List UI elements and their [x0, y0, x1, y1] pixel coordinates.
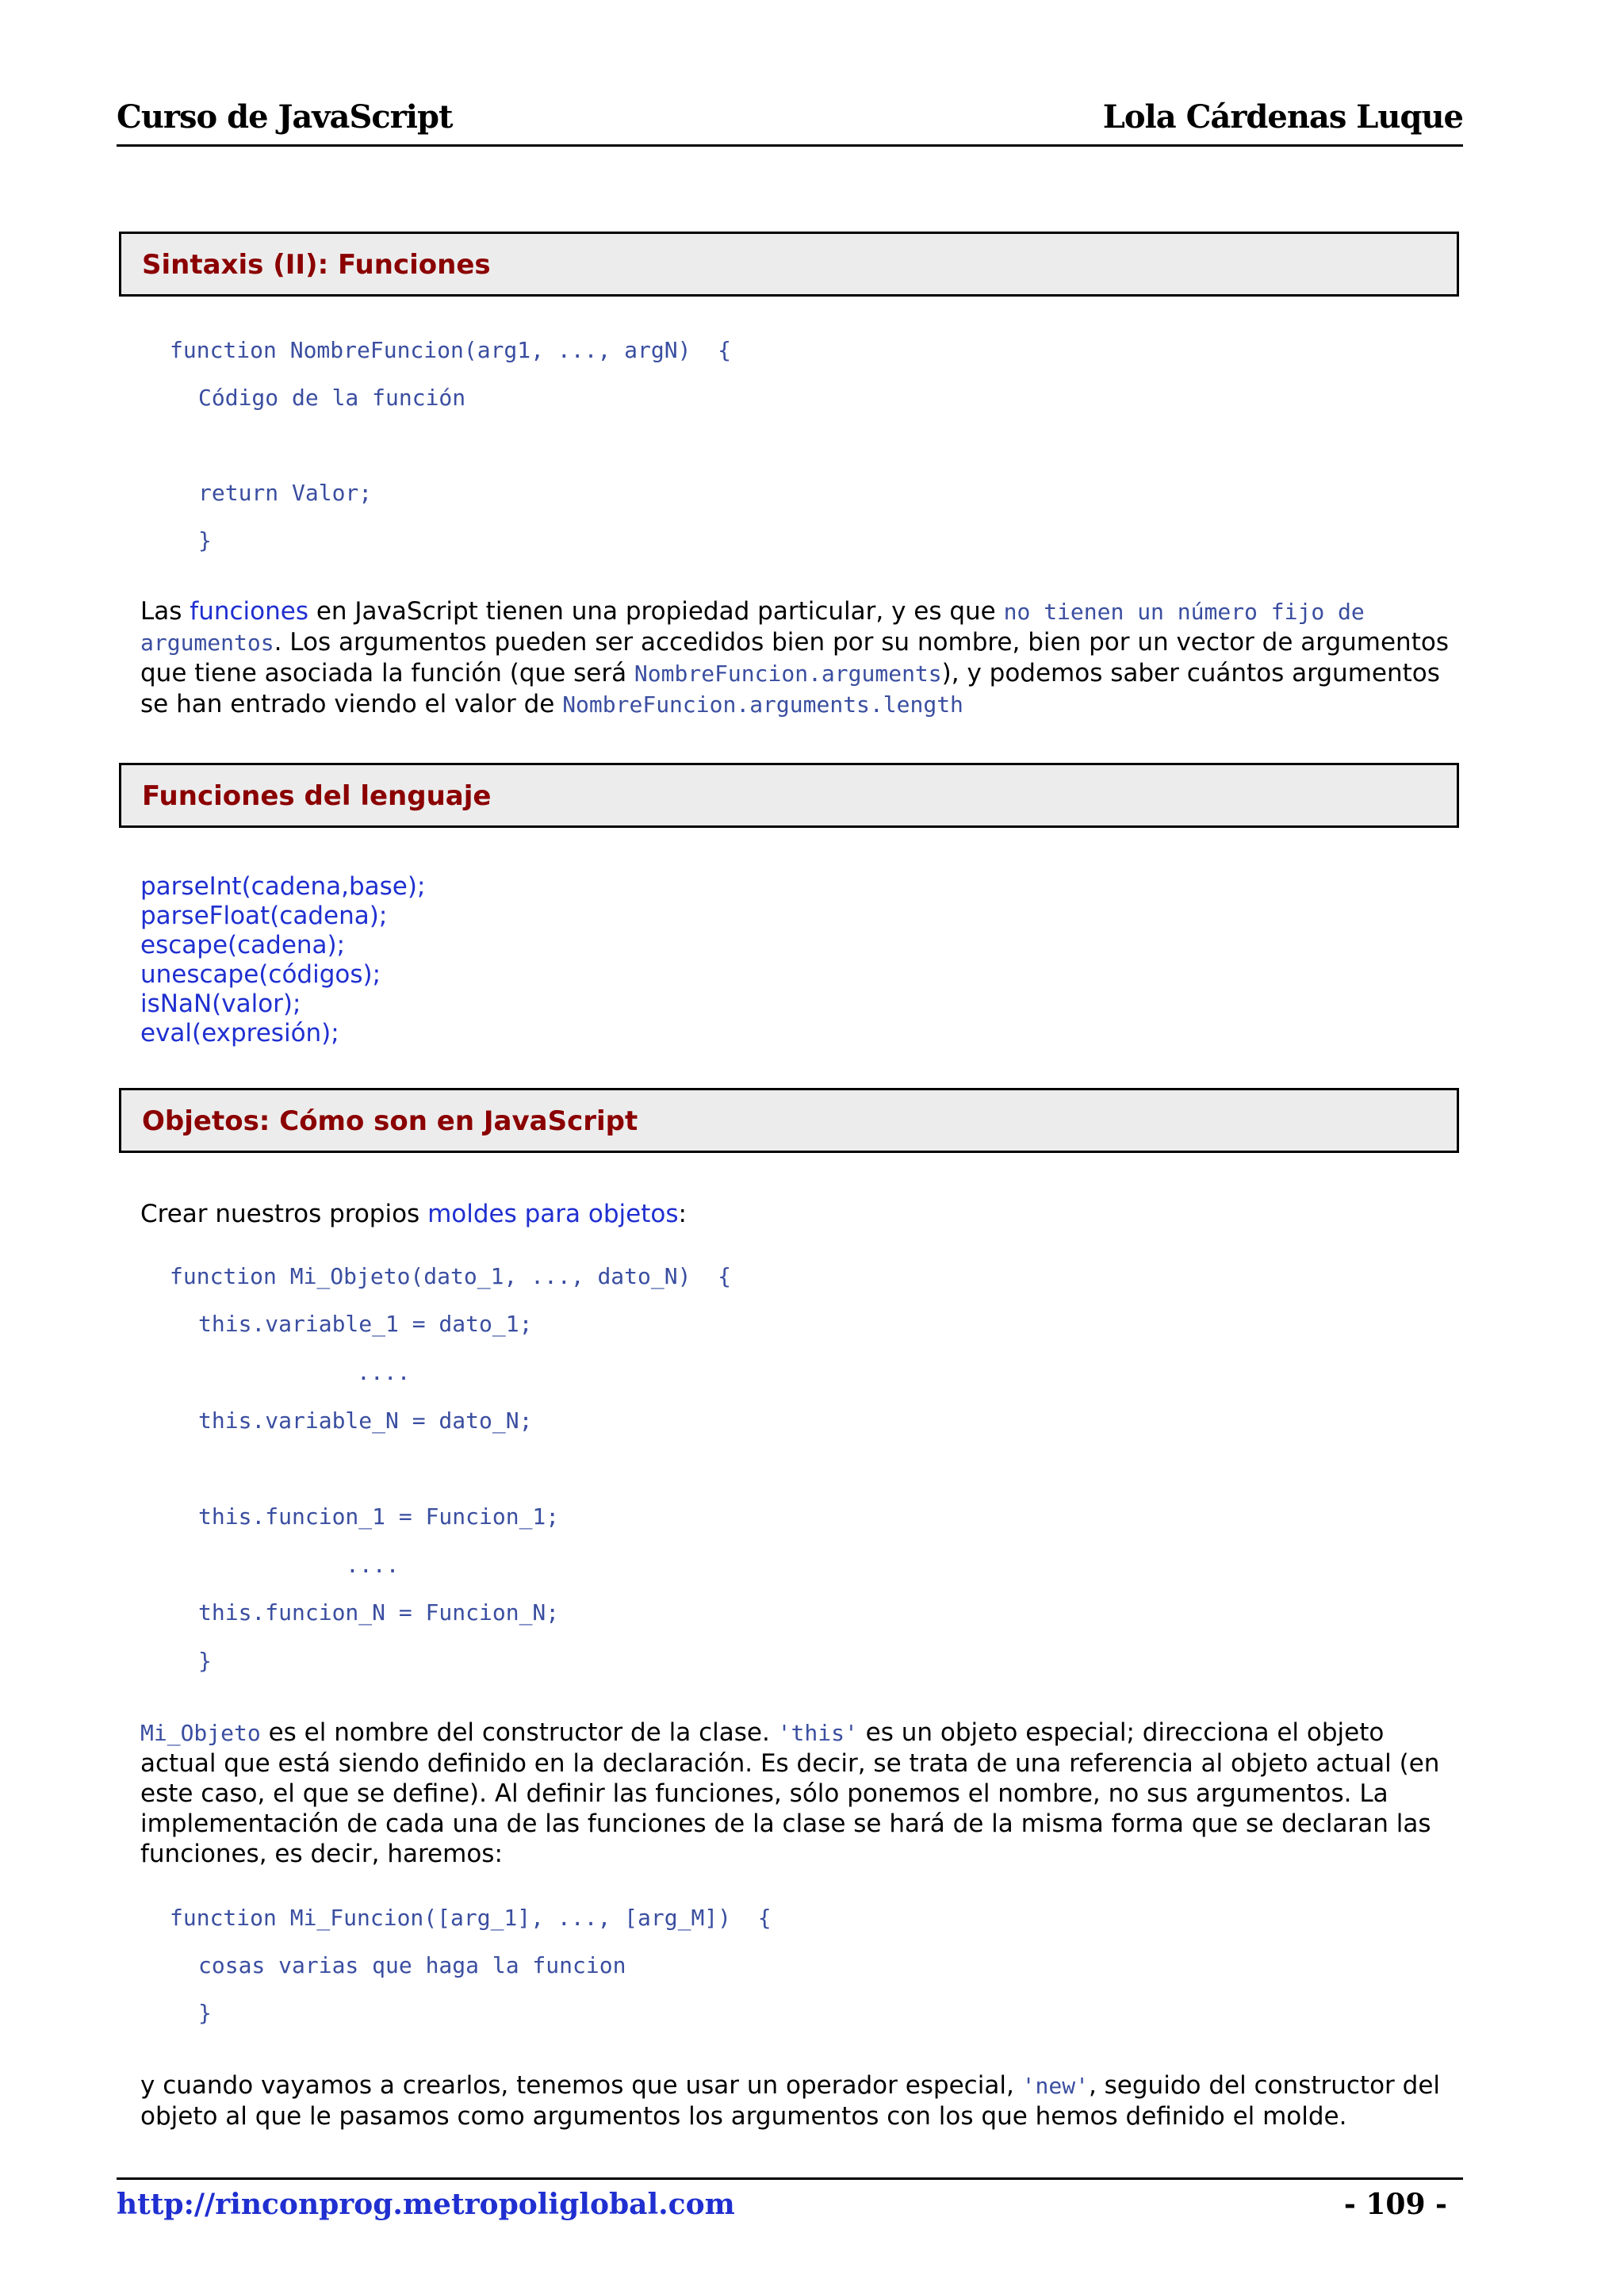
footer-website-link[interactable]: http://rinconprog.metropoliglobal.com — [117, 2188, 735, 2221]
text-run: y cuando vayamos a crearlos, tenemos que usar un operador especial, — [140, 2071, 1022, 2100]
text-run: Las — [140, 597, 190, 626]
text-run: en JavaScript tienen una propiedad particular, y es que — [308, 597, 1004, 626]
code-line: .... — [357, 1359, 411, 1385]
text-run: 'new' — [1021, 2073, 1089, 2099]
code-line: cosas varias que haga la funcion — [198, 1952, 626, 1978]
text-run: moldes para objetos — [427, 1200, 679, 1228]
code-line: function Mi_Funcion([arg_1], ..., [arg_M]) { — [170, 1905, 772, 1931]
text-run: 'this' — [777, 1720, 858, 1746]
code-line: .... — [346, 1552, 400, 1578]
code-line: Código de la función — [198, 385, 466, 411]
language-function-item: eval(expresión); — [140, 1019, 339, 1047]
code-line: function NombreFuncion(arg1, ..., argN) { — [170, 337, 732, 363]
text-run: Mi_Objeto — [140, 1720, 261, 1746]
text-run: funciones — [190, 597, 308, 626]
code-line: } — [198, 1648, 212, 1674]
section-heading-funciones-lenguaje — [119, 763, 1459, 828]
section-heading-funciones — [119, 232, 1459, 297]
section-title: Funciones del lenguaje — [142, 780, 492, 812]
code-line: } — [198, 527, 212, 553]
code-line: return Valor; — [198, 480, 373, 506]
section-title: Sintaxis (II): Funciones — [142, 249, 491, 281]
text-run: : — [678, 1200, 687, 1228]
text-run: Crear nuestros propios — [140, 1200, 428, 1228]
text-run: NombreFuncion.arguments.length — [562, 691, 963, 718]
paragraph-funciones — [140, 596, 1449, 720]
code-line: this.variable_1 = dato_1; — [198, 1311, 533, 1337]
language-function-item: unescape(códigos); — [140, 960, 381, 989]
text-run: . Los argumentos pueden ser accedidos bien por su nombre, bien por un vector de argumentos que tiene asociada la función (que será — [140, 628, 1449, 687]
language-function-item: parseInt(cadena,base); — [140, 872, 426, 901]
text-run: es un objeto especial; direcciona el objeto actual que está siendo definido en la declaración. Es decir, se trata de una referencia al objeto actual (en este caso, el que se define). Al definir las funciones, sólo ponemos el nombre, no sus argumentos. La implementación de cada una de las funciones de la clase se hará de la misma forma que se declaran las funciones, es decir, haremos: — [140, 1718, 1440, 1868]
code-line: } — [198, 2000, 212, 2026]
code-line: this.funcion_N = Funcion_N; — [198, 1599, 560, 1626]
code-line: this.funcion_1 = Funcion_1; — [198, 1503, 560, 1530]
text-run: NombreFuncion.arguments — [634, 661, 942, 687]
section-heading-objetos — [119, 1088, 1459, 1153]
text-run: ), y podemos saber cuántos argumentos se han entrado viendo el valor de — [140, 659, 1440, 718]
page-footer — [117, 2177, 1463, 2221]
paragraph-constructor — [140, 1718, 1449, 1869]
paragraph-new-operator — [140, 2070, 1449, 2131]
page-header — [117, 95, 1463, 147]
header-author: Lola Cárdenas Luque — [1102, 98, 1463, 136]
code-line: this.variable_N = dato_N; — [198, 1407, 533, 1434]
text-run: , seguido del constructor del objeto al que le pasamos como argumentos los argumentos con los que hemos definido el molde. — [140, 2071, 1441, 2131]
code-line: function Mi_Objeto(dato_1, ..., dato_N) { — [170, 1263, 732, 1289]
language-function-item: isNaN(valor); — [140, 990, 301, 1018]
text-run: no tienen un número fijo de argumentos — [140, 599, 1365, 656]
page-number: - 109 - — [1343, 2188, 1447, 2221]
text-run: es el nombre del constructor de la clase. — [260, 1718, 778, 1747]
section-title: Objetos: Cómo son en JavaScript — [142, 1105, 638, 1137]
header-course-title: Curso de JavaScript — [117, 98, 453, 136]
language-function-item: parseFloat(cadena); — [140, 902, 388, 930]
paragraph-moldes — [140, 1199, 1449, 1229]
language-function-item: escape(cadena); — [140, 931, 346, 959]
